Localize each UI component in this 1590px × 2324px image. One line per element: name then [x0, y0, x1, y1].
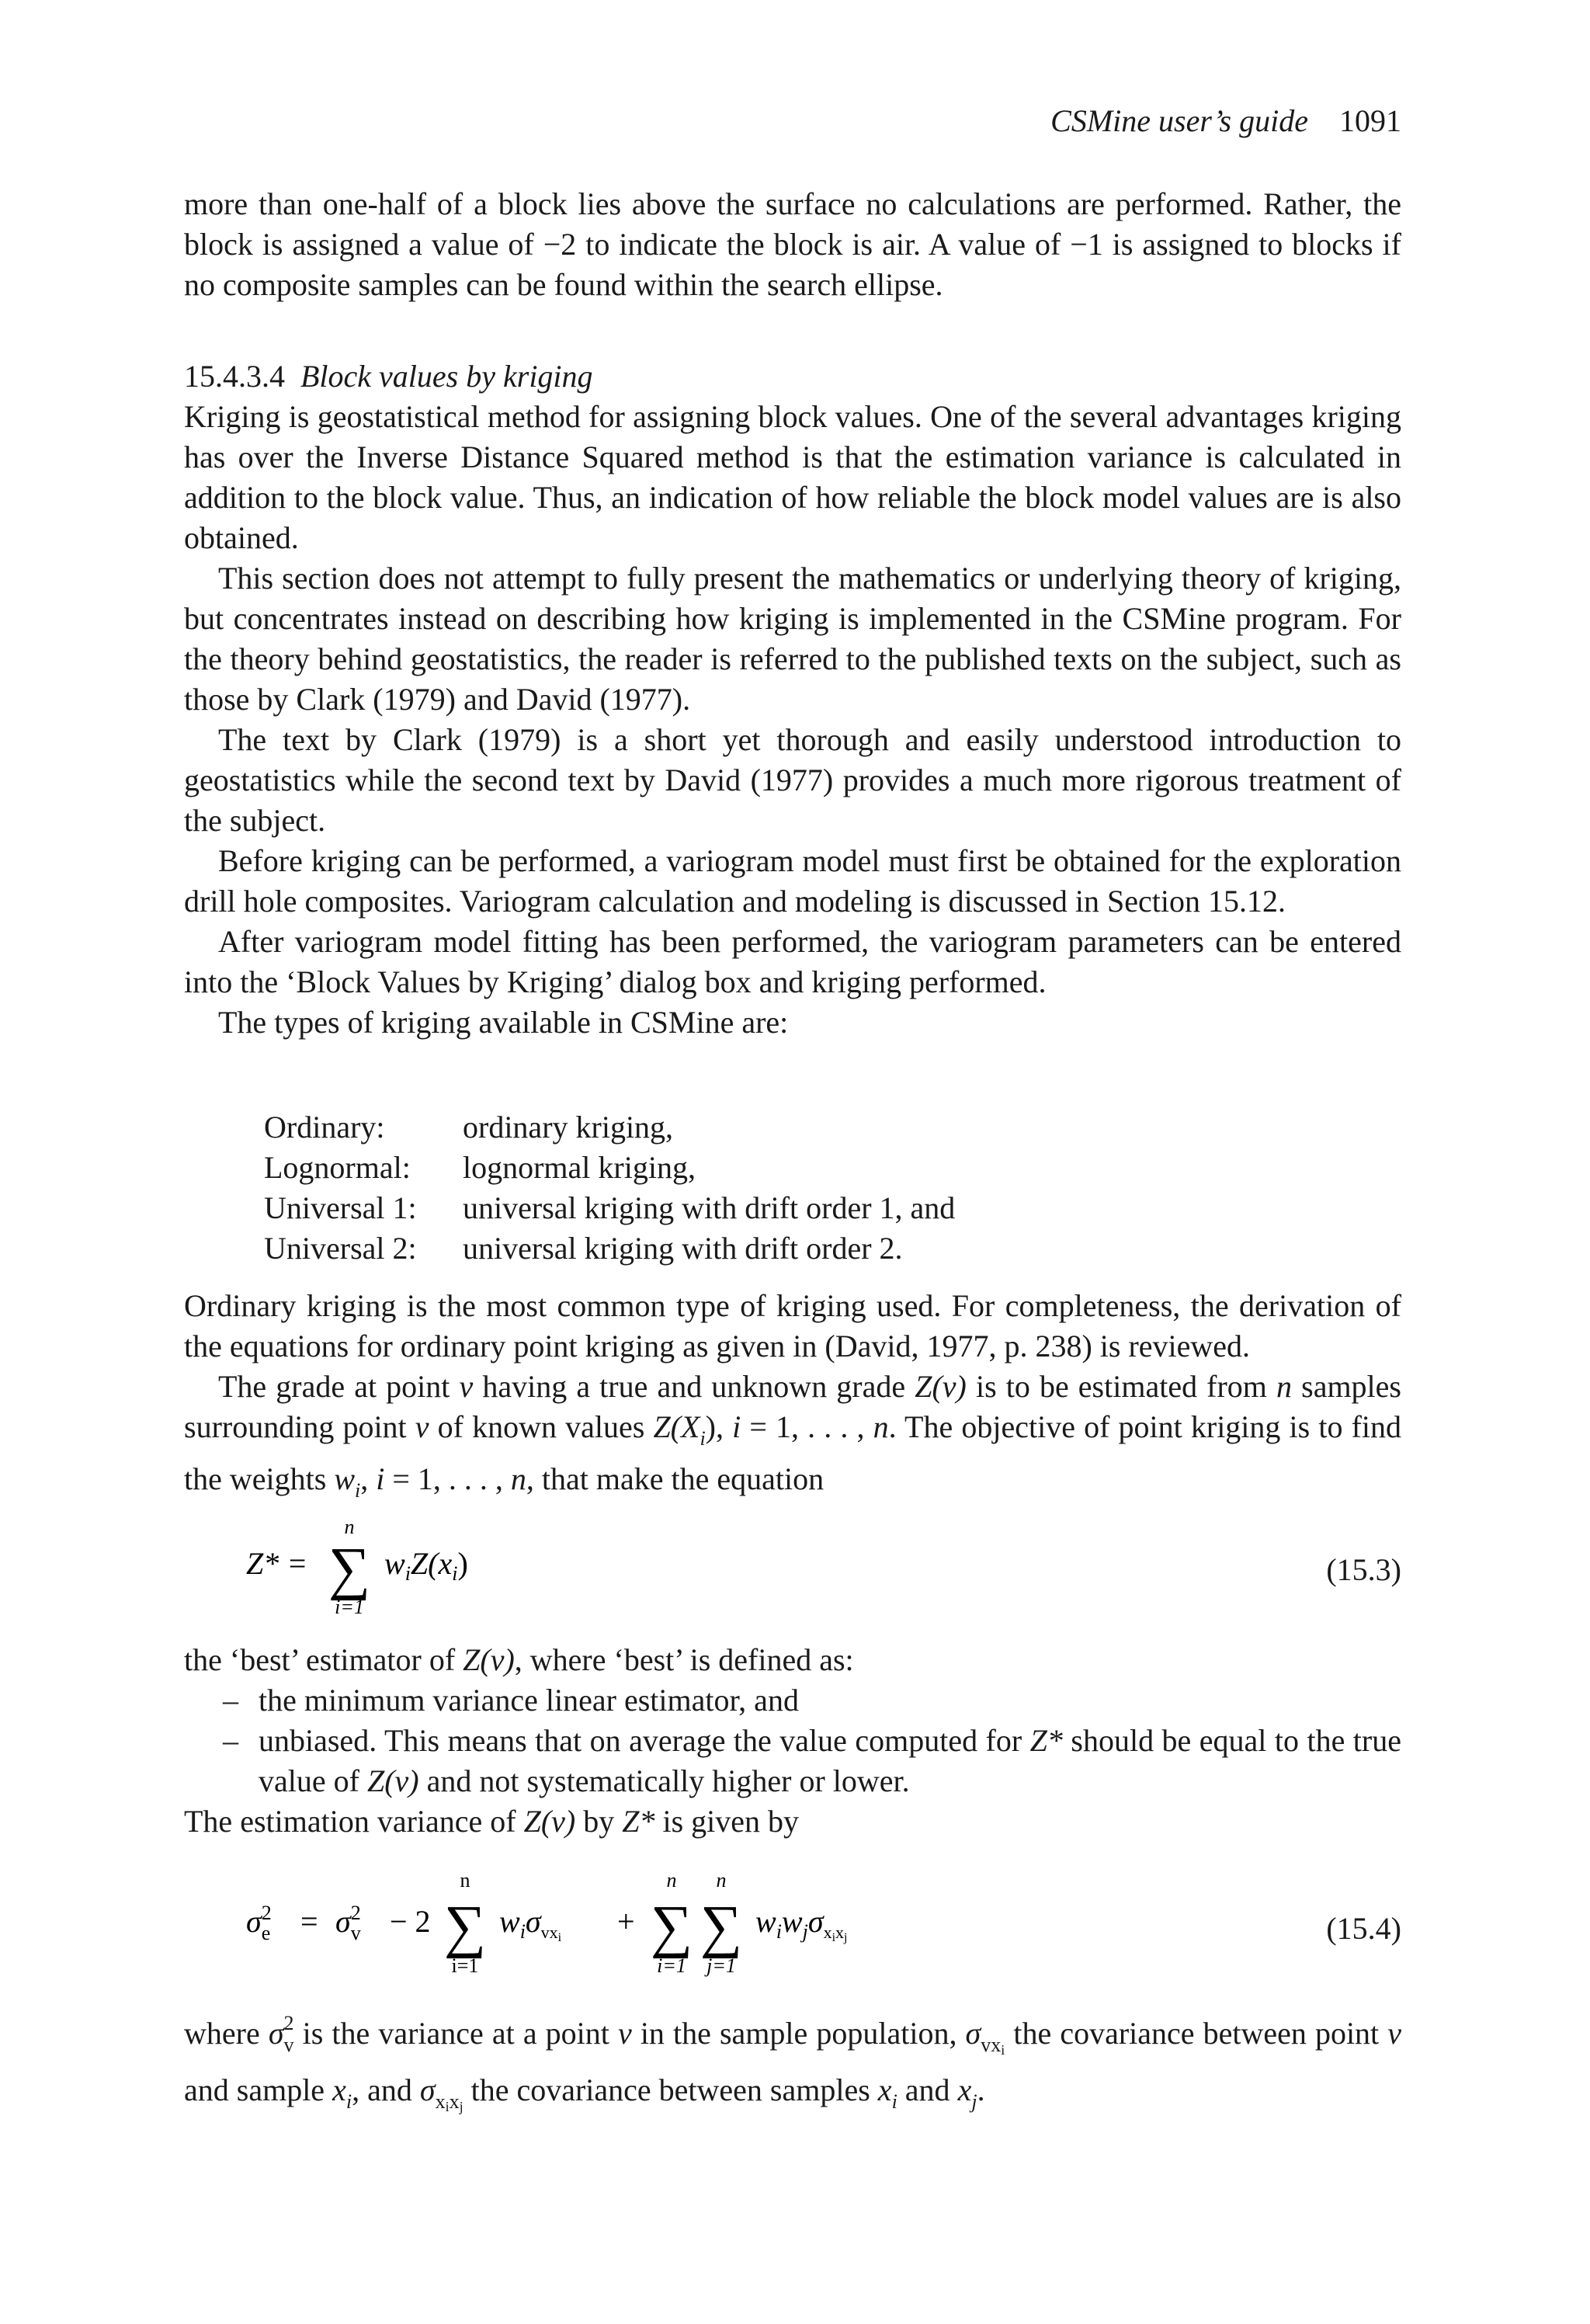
eq-minus-two: − 2 — [390, 1904, 431, 1939]
paragraph-block-top — [184, 184, 1401, 305]
list-item-desc: universal kriging with drift order 2. — [463, 1231, 903, 1266]
running-head-title: CSMine user’s guide — [1050, 103, 1308, 138]
paragraph-block-derivation — [184, 1286, 1401, 1511]
paragraph-dialog: After variogram model fitting has been performed, the variogram parameters can be entered into the ‘Block Values by Kriging’ dialog box and kriging performed. — [184, 924, 1401, 999]
eq-plus: + — [617, 1904, 635, 1939]
list-item — [264, 1148, 955, 1188]
book-page — [184, 0, 1401, 2324]
criteria-list — [184, 1680, 1401, 1801]
eq-sigma-v: $\sigma^2$ v — [335, 1902, 361, 1944]
list-item-term: Universal 2: — [264, 1231, 417, 1266]
list-item — [264, 1228, 955, 1269]
paragraph-kriging-texts: The text by Clark (1979) is a short yet thorough and easily understood introduction to geostatistics while the second text by David (1977) provides a much more rigorous treatment of the subject. — [184, 722, 1401, 838]
paragraph-block-best — [184, 1640, 1401, 1680]
paragraph-where: where $\sigma^2_v$ is the variance at a point v in the sample population, $\sigma_{vxi}$ the covariance between point v and sample $x_i$, and $\sigma_{xixj}$ the covariance between samples $x_i$ and $x_j$. — [184, 2012, 1402, 2114]
section-title: Block values by kriging — [300, 359, 593, 394]
eq-sum3-sign: ∑ — [700, 1894, 743, 1959]
eq-lhs: Z* = — [246, 1546, 308, 1581]
eq-sum-top: n — [344, 1516, 355, 1538]
paragraph-estvar: The estimation variance of Z(v) by Z* is given by — [184, 1804, 800, 1839]
list-item-term: Universal 1: — [264, 1190, 417, 1225]
list-item — [264, 1188, 955, 1228]
equation-15-3 — [184, 1514, 1401, 1623]
list-item-term: Lognormal: — [264, 1150, 411, 1185]
paragraph-kriging-intro: Kriging is geostatistical method for assigning block values. One of the several advantages kriging has over the Inverse Distance Squared method is that the estimation variance is calculated in addition to the block value. Thus, an indication of how reliable the block model values are is also obtained. — [184, 399, 1401, 555]
eq-sum1-bottom: i=1 — [451, 1954, 479, 1977]
eq-sigma-e: $\sigma^2$ e — [246, 1902, 272, 1944]
list-item — [184, 1680, 1401, 1721]
eq-sum3-bottom: j=1 — [706, 1954, 736, 1977]
kriging-types-list — [264, 1107, 955, 1269]
paragraph-block-kriging — [184, 397, 1401, 1043]
bullet-dash: – — [223, 1683, 238, 1718]
paragraph-best: the ‘best’ estimator of Z(v), where ‘best’ is defined as: — [184, 1642, 854, 1677]
paragraph-ordinary: Ordinary kriging is the most common type of kriging used. For completeness, the derivation of the equations for ordinary point kriging as given in (David, 1977, p. 238) is reviewed. — [184, 1288, 1401, 1363]
eq-equals: = — [300, 1904, 318, 1939]
list-item — [264, 1107, 955, 1148]
section-number: 15.4.3.4 — [184, 359, 285, 394]
paragraph-block-estvar — [184, 1801, 1401, 1842]
equation-15-4 — [184, 1864, 1401, 1988]
paragraph-variogram: Before kriging can be performed, a variogram model must first be obtained for the exploration drill hole composites. Variogram calculation and modeling is discussed in Section 15.12. — [184, 843, 1401, 919]
eq-term2: $w_iw_j\sigma_xixj$ — [755, 1904, 848, 1944]
list-item — [184, 1721, 1401, 1801]
paragraph-grade: The grade at point v having a true and unknown grade Z(v) is to be estimated from n samples surrounding point v of known values $Z(X_i)$, i = 1, . . . , n. The objective of point kriging is to find the weights $w_i$, i = 1, . . . , n, that make the equation — [184, 1369, 1402, 1502]
paragraph-block-where — [184, 2003, 1401, 2127]
section-heading — [184, 356, 593, 397]
equation-number: (15.3) — [1326, 1552, 1401, 1587]
list-item-term: Ordinary: — [264, 1110, 385, 1145]
eq-sum2-sign: ∑ — [650, 1894, 693, 1959]
eq-sum2-top: n — [666, 1869, 677, 1892]
eq-sum3-top: n — [716, 1869, 727, 1892]
paragraph-types-intro: The types of kriging available in CSMine are: — [218, 1005, 789, 1040]
eq-sum1-sign: ∑ — [443, 1894, 487, 1959]
list-item-text: the minimum variance linear estimator, and — [259, 1683, 799, 1718]
bullet-dash: – — [223, 1723, 238, 1758]
eq-term1: $w_i\sigma_{vx}i$ — [499, 1904, 562, 1944]
list-item-desc: lognormal kriging, — [463, 1150, 696, 1185]
eq-sum-bottom: i=1 — [335, 1596, 364, 1618]
list-item-desc: universal kriging with drift order 1, and — [463, 1190, 956, 1225]
eq-term: $w_iZ(x_i)$ — [384, 1546, 468, 1585]
page-number: 1091 — [1339, 103, 1401, 138]
equation-number: (15.4) — [1326, 1911, 1401, 1946]
list-item-desc: ordinary kriging, — [463, 1110, 674, 1145]
eq-sum-sign: ∑ — [328, 1536, 371, 1601]
equation-15-3-graphic — [246, 1514, 867, 1623]
eq-sum1-top: n — [460, 1869, 470, 1892]
paragraph-surface: more than one-half of a block lies above the surface no calculations are performed. Rather, the block is assigned a value of −2 to indicate the block is air. A value of −1 is assigned to blocks if no composite samples can be found within the search ellipse. — [184, 186, 1401, 302]
eq-sum2-bottom: i=1 — [657, 1954, 686, 1977]
list-item-text: unbiased. This means that on average the value computed for Z* should be equal to the true value of Z(v) and not systematically higher or lower. — [259, 1723, 1401, 1798]
running-head — [1050, 102, 1401, 140]
equation-15-4-graphic — [246, 1864, 1022, 1988]
paragraph-kriging-scope: This section does not attempt to fully present the mathematics or underlying theory of kriging, but concentrates instead on describing how kriging is implemented in the CSMine program. For the theory behind geostatistics, the reader is referred to the published texts on the subject, such as those by Clark (1979) and David (1977). — [184, 561, 1401, 717]
